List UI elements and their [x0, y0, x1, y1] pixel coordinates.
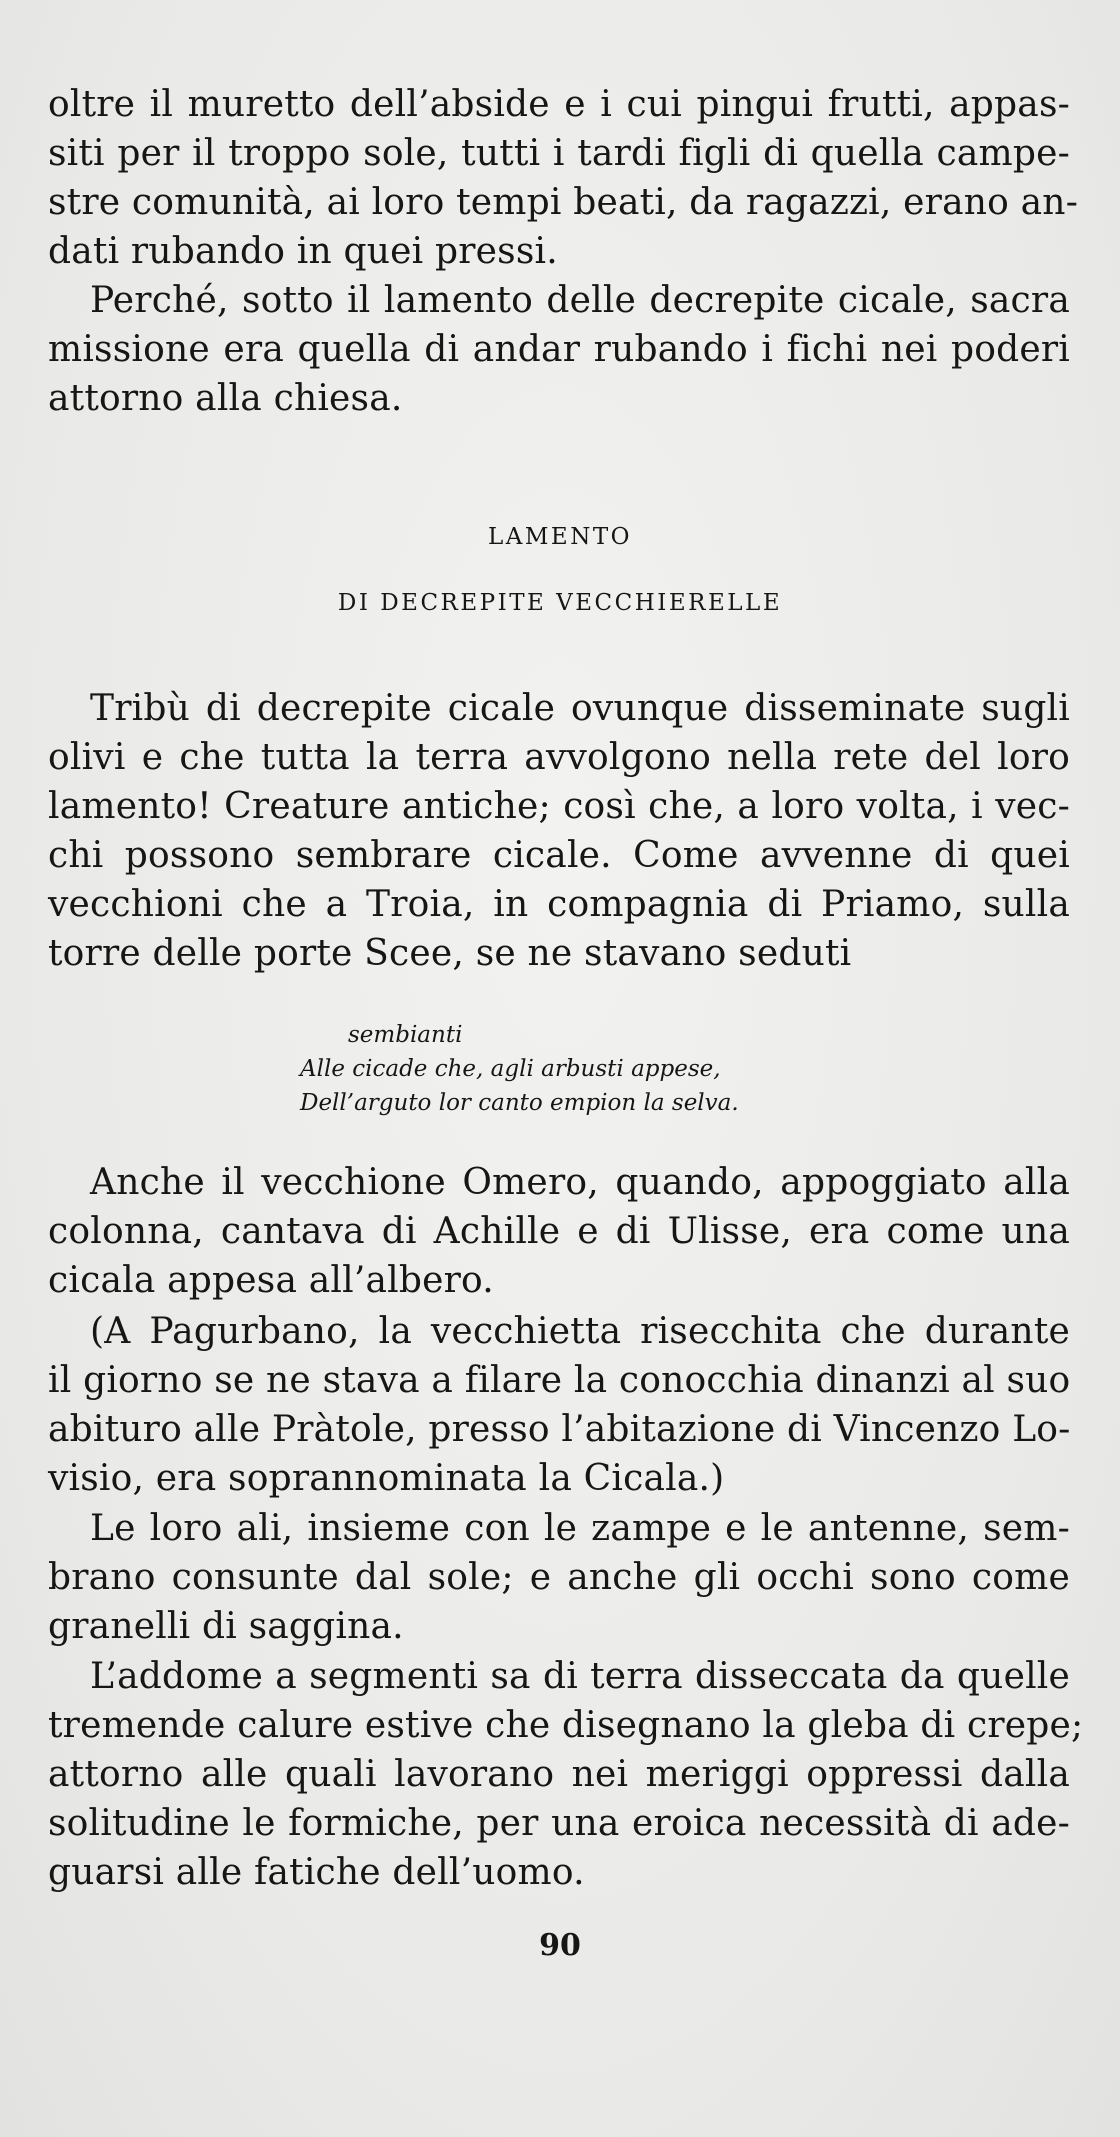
text-line: dati rubando in quei pressi. — [48, 231, 558, 272]
text-line: granelli di saggina. — [48, 1606, 404, 1647]
page-number: 90 — [539, 1928, 581, 1963]
quote-line: sembianti — [348, 1022, 463, 1048]
text-line: (A Pagurbano, la vecchietta risecchita che durante — [90, 1311, 1070, 1352]
text-line: il giorno se ne stava a filare la conocchia dinanzi al suo — [48, 1360, 1071, 1401]
text-line: olivi e che tutta la terra avvolgono nella rete del loro — [48, 737, 1070, 778]
text-line: chi possono sembrare cicale. Come avvenne di quei — [48, 835, 1070, 876]
section-heading-line-2: DI DECREPITE VECCHIERELLE — [337, 590, 783, 616]
text-line: torre delle porte Scee, se ne stavano seduti — [48, 933, 852, 974]
text-line: missione era quella di andar rubando i fichi nei poderi — [48, 329, 1070, 370]
text-line: siti per il troppo sole, tutti i tardi figli di quella campe- — [48, 133, 1070, 174]
text-line: cicala appesa all’albero. — [48, 1260, 494, 1301]
verse-quotation — [300, 1018, 1000, 1120]
text-line: stre comunità, ai loro tempi beati, da ragazzi, erano an- — [48, 182, 1079, 223]
text-line: oltre il muretto dell’abside e i cui pingui frutti, appas- — [48, 84, 1070, 125]
text-line: visio, era soprannominata la Cicala.) — [48, 1458, 725, 1499]
paragraph-perche — [48, 276, 1070, 423]
text-line: solitudine le formiche, per una eroica necessità di ade- — [48, 1803, 1070, 1844]
text-line: Perché, sotto il lamento delle decrepite cicale, sacra — [90, 280, 1070, 321]
text-line: colonna, cantava di Achille e di Ulisse, era come una — [48, 1211, 1070, 1252]
text-line: attorno alla chiesa. — [48, 378, 403, 419]
text-line: Anche il vecchione Omero, quando, appoggiato alla — [90, 1162, 1070, 1203]
quote-line: Alle cicade che, agli arbusti appese, — [300, 1056, 721, 1082]
text-line: Le loro ali, insieme con le zampe e le antenne, sem- — [90, 1508, 1070, 1549]
text-line: L’addome a segmenti sa di terra disseccata da quelle — [90, 1656, 1070, 1697]
quote-line: Dell’arguto lor canto empion la selva. — [300, 1090, 739, 1116]
paragraph-addome — [48, 1652, 1084, 1897]
text-line: guarsi alle fatiche dell’uomo. — [48, 1852, 585, 1893]
paragraph-continuation — [48, 80, 1079, 276]
paragraph-ali — [48, 1504, 1070, 1651]
text-line: attorno alle quali lavorano nei meriggi oppressi dalla — [48, 1754, 1070, 1795]
paragraph-omero — [48, 1158, 1070, 1305]
paragraph-tribu — [48, 684, 1070, 978]
text-line: lamento! Creature antiche; così che, a loro volta, i vec- — [48, 786, 1070, 827]
section-heading-line-1: LAMENTO — [487, 524, 633, 550]
text-line: Tribù di decrepite cicale ovunque disseminate sugli — [90, 688, 1070, 729]
text-line: abituro alle Pràtole, presso l’abitazione di Vincenzo Lo- — [48, 1409, 1071, 1450]
text-line: brano consunte dal sole; e anche gli occhi sono come — [48, 1557, 1070, 1598]
text-line: vecchioni che a Troia, in compagnia di Priamo, sulla — [48, 884, 1070, 925]
paragraph-pagurbano — [48, 1307, 1070, 1503]
text-line: tremende calure estive che disegnano la gleba di crepe; — [48, 1705, 1084, 1746]
